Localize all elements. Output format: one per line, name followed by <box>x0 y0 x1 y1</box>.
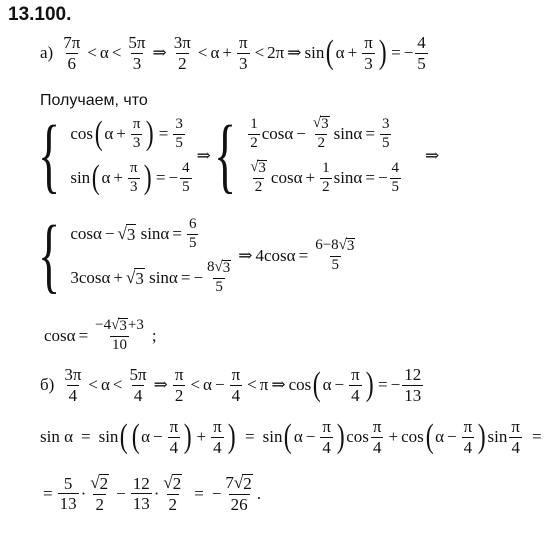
cosa-line: cosα = −4√ 3 +3 10 ; <box>44 317 157 353</box>
part-a-line: а) $\frac{7\pi}{6}$ < α < $\frac{5\pi}{3}$ ⇒ $\frac{3\pi}{2}$ < α + $\frac{\pi}{3}$ < 2π ⇒ sin ( α + $\frac{\pi}{3}$ ) = − $\frac{4}{5}$ <box>40 33 426 73</box>
text-get: Получаем, что <box>40 92 148 109</box>
system-2-line: { cosα − √ 3 sinα = $\frac{6}{5}$ 3cosα + √ 3 sinα = − 8√ 3 5 ⇒ 4cosα = 6−8√ 3 5 <box>38 209 355 302</box>
final-line: = $\frac{5}{13}$ · √ 2 2 − $\frac{12}{13}$ · √ 2 2 = − 7√ 2 26 . <box>43 473 261 514</box>
label-a: а) <box>40 43 54 63</box>
label-b: б) <box>40 375 55 395</box>
part-b-line: б) $\frac{3\pi}{4}$ < α < $\frac{5\pi}{4}$ ⇒ $\frac{\pi}{2}$ < α − $\frac{\pi}{4}$ < π ⇒ cos ( α − $\frac{\pi}{4}$ ) = − $\frac{12}{13}$ <box>40 365 422 405</box>
system-1-line: { cos ( α + $\frac{\pi}{3}$ ) = $\frac{3}{5}$ sin ( α + $\frac{\pi}{3}$ ) = − $\frac{4}{5}$ ⇒ { $\frac{1}{2}$ cosα − √ 3 2 sinα = $\frac{3}{5}$ √ 3 2 cosα + $\frac{1}{2}$ sinα = − $\frac{4}{5}$ ⇒ <box>38 109 440 202</box>
frac: $\frac{7\pi}{6}$ <box>63 33 81 73</box>
sin-alpha-line: sin α = sin ( ( α − $\frac{\pi}{4}$ ) + $\frac{\pi}{4}$ ) = sin ( α − $\frac{\pi}{4}$ ) cos $\frac{\pi}{4}$ + cos ( α − $\frac{\pi}{4}$ ) sin $\frac{\pi}{4}$ = <box>40 417 542 457</box>
problem-number: 13.100. <box>8 4 72 25</box>
